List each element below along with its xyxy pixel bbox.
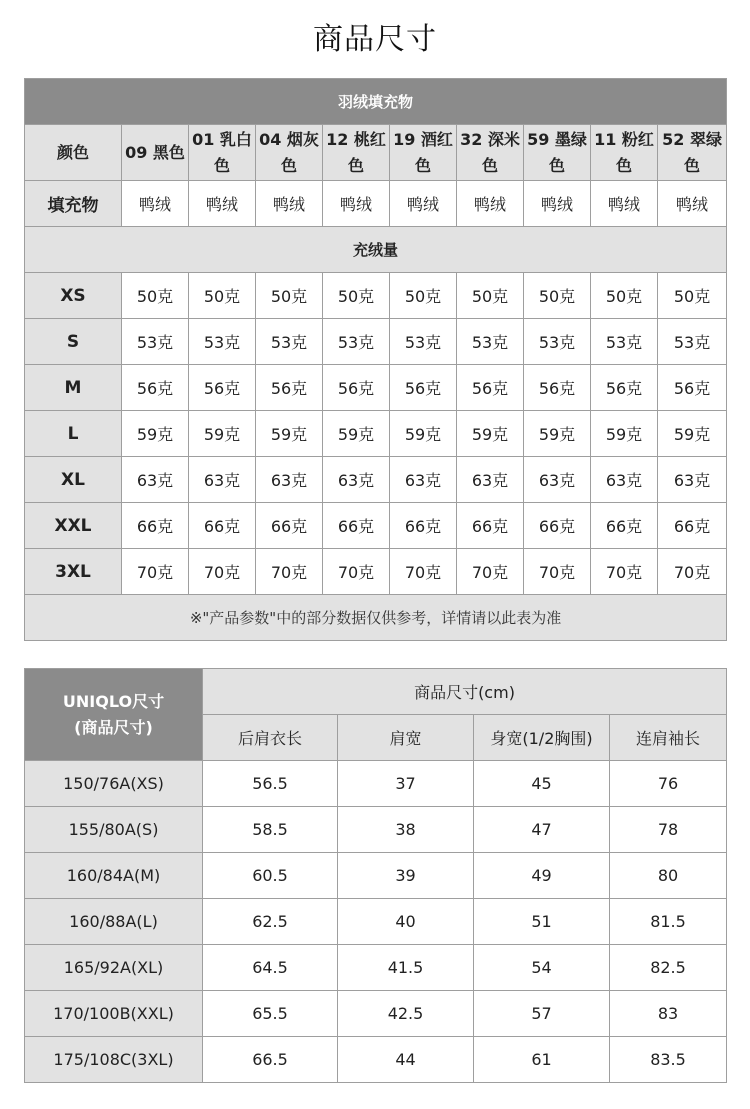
measure-cell: 62.5 (203, 899, 338, 945)
amount-cell: 50克 (122, 273, 189, 319)
measure-cell: 57 (474, 991, 610, 1037)
table-row (25, 945, 727, 991)
size-code: 155/80A(S) (25, 807, 203, 853)
color-column-header: 01 乳白色 (189, 125, 256, 181)
amount-cell: 70克 (390, 549, 457, 595)
measure-cell: 64.5 (203, 945, 338, 991)
measure-cell: 39 (338, 853, 474, 899)
filler-cell: 鸭绒 (256, 181, 323, 227)
color-label: 颜色 (25, 125, 122, 181)
measure-cell: 40 (338, 899, 474, 945)
color-column-header: 11 粉红色 (591, 125, 658, 181)
measure-cell: 66.5 (203, 1037, 338, 1083)
measure-cell: 37 (338, 761, 474, 807)
amount-cell: 50克 (457, 273, 524, 319)
amount-cell: 59克 (658, 411, 727, 457)
measure-cell: 49 (474, 853, 610, 899)
amount-cell: 63克 (524, 457, 591, 503)
table-row (25, 991, 727, 1037)
corner-line-2: (商品尺寸) (74, 717, 153, 737)
table-row (25, 899, 727, 945)
amount-cell: 56克 (524, 365, 591, 411)
fill-banner: 羽绒填充物 (25, 79, 727, 125)
amount-cell: 56克 (189, 365, 256, 411)
size-label: 3XL (25, 549, 122, 595)
amount-cell: 66克 (122, 503, 189, 549)
measure-column-header: 身宽(1/2胸围) (474, 715, 610, 761)
measure-cell: 65.5 (203, 991, 338, 1037)
amount-cell: 56克 (323, 365, 390, 411)
amount-cell: 56克 (122, 365, 189, 411)
amount-cell: 70克 (457, 549, 524, 595)
color-header-row (25, 125, 727, 181)
amount-cell: 50克 (658, 273, 727, 319)
amount-cell: 59克 (323, 411, 390, 457)
page-title: 商品尺寸 (313, 22, 437, 57)
size-label: XS (25, 273, 122, 319)
amount-cell: 53克 (591, 319, 658, 365)
size-code: 150/76A(XS) (25, 761, 203, 807)
filler-cell: 鸭绒 (524, 181, 591, 227)
measure-cell: 78 (610, 807, 727, 853)
amount-cell: 53克 (256, 319, 323, 365)
table-row (25, 273, 727, 319)
amount-cell: 63克 (457, 457, 524, 503)
amount-cell: 59克 (591, 411, 658, 457)
amount-cell: 70克 (122, 549, 189, 595)
amount-cell: 50克 (390, 273, 457, 319)
size-code: 160/84A(M) (25, 853, 203, 899)
table-row (25, 319, 727, 365)
amount-cell: 66克 (256, 503, 323, 549)
amount-cell: 56克 (457, 365, 524, 411)
amount-cell: 70克 (658, 549, 727, 595)
table-row (25, 411, 727, 457)
amount-cell: 66克 (189, 503, 256, 549)
filler-cell: 鸭绒 (390, 181, 457, 227)
measure-column-header: 连肩袖长 (610, 715, 727, 761)
size-label: M (25, 365, 122, 411)
size-label: L (25, 411, 122, 457)
measure-cell: 41.5 (338, 945, 474, 991)
size-label: XXL (25, 503, 122, 549)
amount-cell: 59克 (390, 411, 457, 457)
color-column-header: 04 烟灰色 (256, 125, 323, 181)
measure-cell: 56.5 (203, 761, 338, 807)
amount-cell: 66克 (457, 503, 524, 549)
note-text: ※"产品参数"中的部分数据仅供参考，详情请以此表为准 (25, 595, 727, 641)
amount-cell: 56克 (390, 365, 457, 411)
amount-cell: 53克 (323, 319, 390, 365)
amount-cell: 53克 (122, 319, 189, 365)
amount-cell: 50克 (591, 273, 658, 319)
amount-cell: 50克 (524, 273, 591, 319)
measure-cell: 58.5 (203, 807, 338, 853)
measure-cell: 61 (474, 1037, 610, 1083)
measure-cell: 81.5 (610, 899, 727, 945)
measure-cell: 80 (610, 853, 727, 899)
amount-cell: 59克 (457, 411, 524, 457)
size-code: 165/92A(XL) (25, 945, 203, 991)
table-row (25, 365, 727, 411)
amount-cell: 53克 (390, 319, 457, 365)
measure-cell: 47 (474, 807, 610, 853)
table-row (25, 761, 727, 807)
amount-banner: 充绒量 (25, 227, 727, 273)
amount-cell: 56克 (591, 365, 658, 411)
measure-cell: 83.5 (610, 1037, 727, 1083)
measure-cell: 44 (338, 1037, 474, 1083)
color-column-header: 32 深米色 (457, 125, 524, 181)
measure-cell: 45 (474, 761, 610, 807)
amount-cell: 66克 (323, 503, 390, 549)
size-table (24, 668, 727, 1083)
table-row (25, 549, 727, 595)
table-row (25, 457, 727, 503)
amount-cell: 59克 (189, 411, 256, 457)
amount-cell: 59克 (524, 411, 591, 457)
measure-cell: 83 (610, 991, 727, 1037)
measure-cell: 76 (610, 761, 727, 807)
amount-cell: 56克 (658, 365, 727, 411)
measure-cell: 54 (474, 945, 610, 991)
amount-cell: 70克 (189, 549, 256, 595)
filler-cell: 鸭绒 (457, 181, 524, 227)
amount-cell: 50克 (323, 273, 390, 319)
color-column-header: 12 桃红色 (323, 125, 390, 181)
amount-cell: 66克 (591, 503, 658, 549)
amount-cell: 63克 (591, 457, 658, 503)
amount-cell: 53克 (524, 319, 591, 365)
filler-cell: 鸭绒 (591, 181, 658, 227)
measure-column-header: 肩宽 (338, 715, 474, 761)
group-header: 商品尺寸(cm) (203, 669, 727, 715)
amount-cell: 56克 (256, 365, 323, 411)
amount-cell: 66克 (390, 503, 457, 549)
filler-cell: 鸭绒 (658, 181, 727, 227)
color-column-header: 19 酒红色 (390, 125, 457, 181)
amount-cell: 70克 (591, 549, 658, 595)
amount-cell: 66克 (524, 503, 591, 549)
size-table-corner (25, 669, 203, 761)
fill-table (24, 78, 727, 641)
color-column-header: 09 黑色 (122, 125, 189, 181)
amount-cell: 70克 (256, 549, 323, 595)
filler-cell: 鸭绒 (323, 181, 390, 227)
measure-column-header: 后肩衣长 (203, 715, 338, 761)
size-label: S (25, 319, 122, 365)
measure-cell: 42.5 (338, 991, 474, 1037)
amount-cell: 70克 (323, 549, 390, 595)
filler-cell: 鸭绒 (189, 181, 256, 227)
filler-label: 填充物 (25, 181, 122, 227)
amount-cell: 63克 (323, 457, 390, 503)
amount-cell: 53克 (457, 319, 524, 365)
measure-cell: 51 (474, 899, 610, 945)
corner-line-1: UNIQLO尺寸 (62, 691, 165, 711)
table-row (25, 807, 727, 853)
size-code: 170/100B(XXL) (25, 991, 203, 1037)
size-label: XL (25, 457, 122, 503)
amount-cell: 59克 (122, 411, 189, 457)
color-column-header: 52 翠绿色 (658, 125, 727, 181)
amount-cell: 50克 (256, 273, 323, 319)
size-code: 175/108C(3XL) (25, 1037, 203, 1083)
amount-cell: 63克 (256, 457, 323, 503)
amount-cell: 53克 (189, 319, 256, 365)
amount-cell: 70克 (524, 549, 591, 595)
table-row (25, 503, 727, 549)
table-row (25, 853, 727, 899)
measure-cell: 82.5 (610, 945, 727, 991)
amount-cell: 53克 (658, 319, 727, 365)
measure-cell: 60.5 (203, 853, 338, 899)
amount-cell: 63克 (189, 457, 256, 503)
amount-cell: 50克 (189, 273, 256, 319)
color-column-header: 59 墨绿色 (524, 125, 591, 181)
filler-row (25, 181, 727, 227)
size-code: 160/88A(L) (25, 899, 203, 945)
table-row (25, 1037, 727, 1083)
amount-cell: 66克 (658, 503, 727, 549)
amount-cell: 63克 (122, 457, 189, 503)
amount-cell: 63克 (390, 457, 457, 503)
filler-cell: 鸭绒 (122, 181, 189, 227)
amount-cell: 63克 (658, 457, 727, 503)
measure-cell: 38 (338, 807, 474, 853)
amount-cell: 59克 (256, 411, 323, 457)
